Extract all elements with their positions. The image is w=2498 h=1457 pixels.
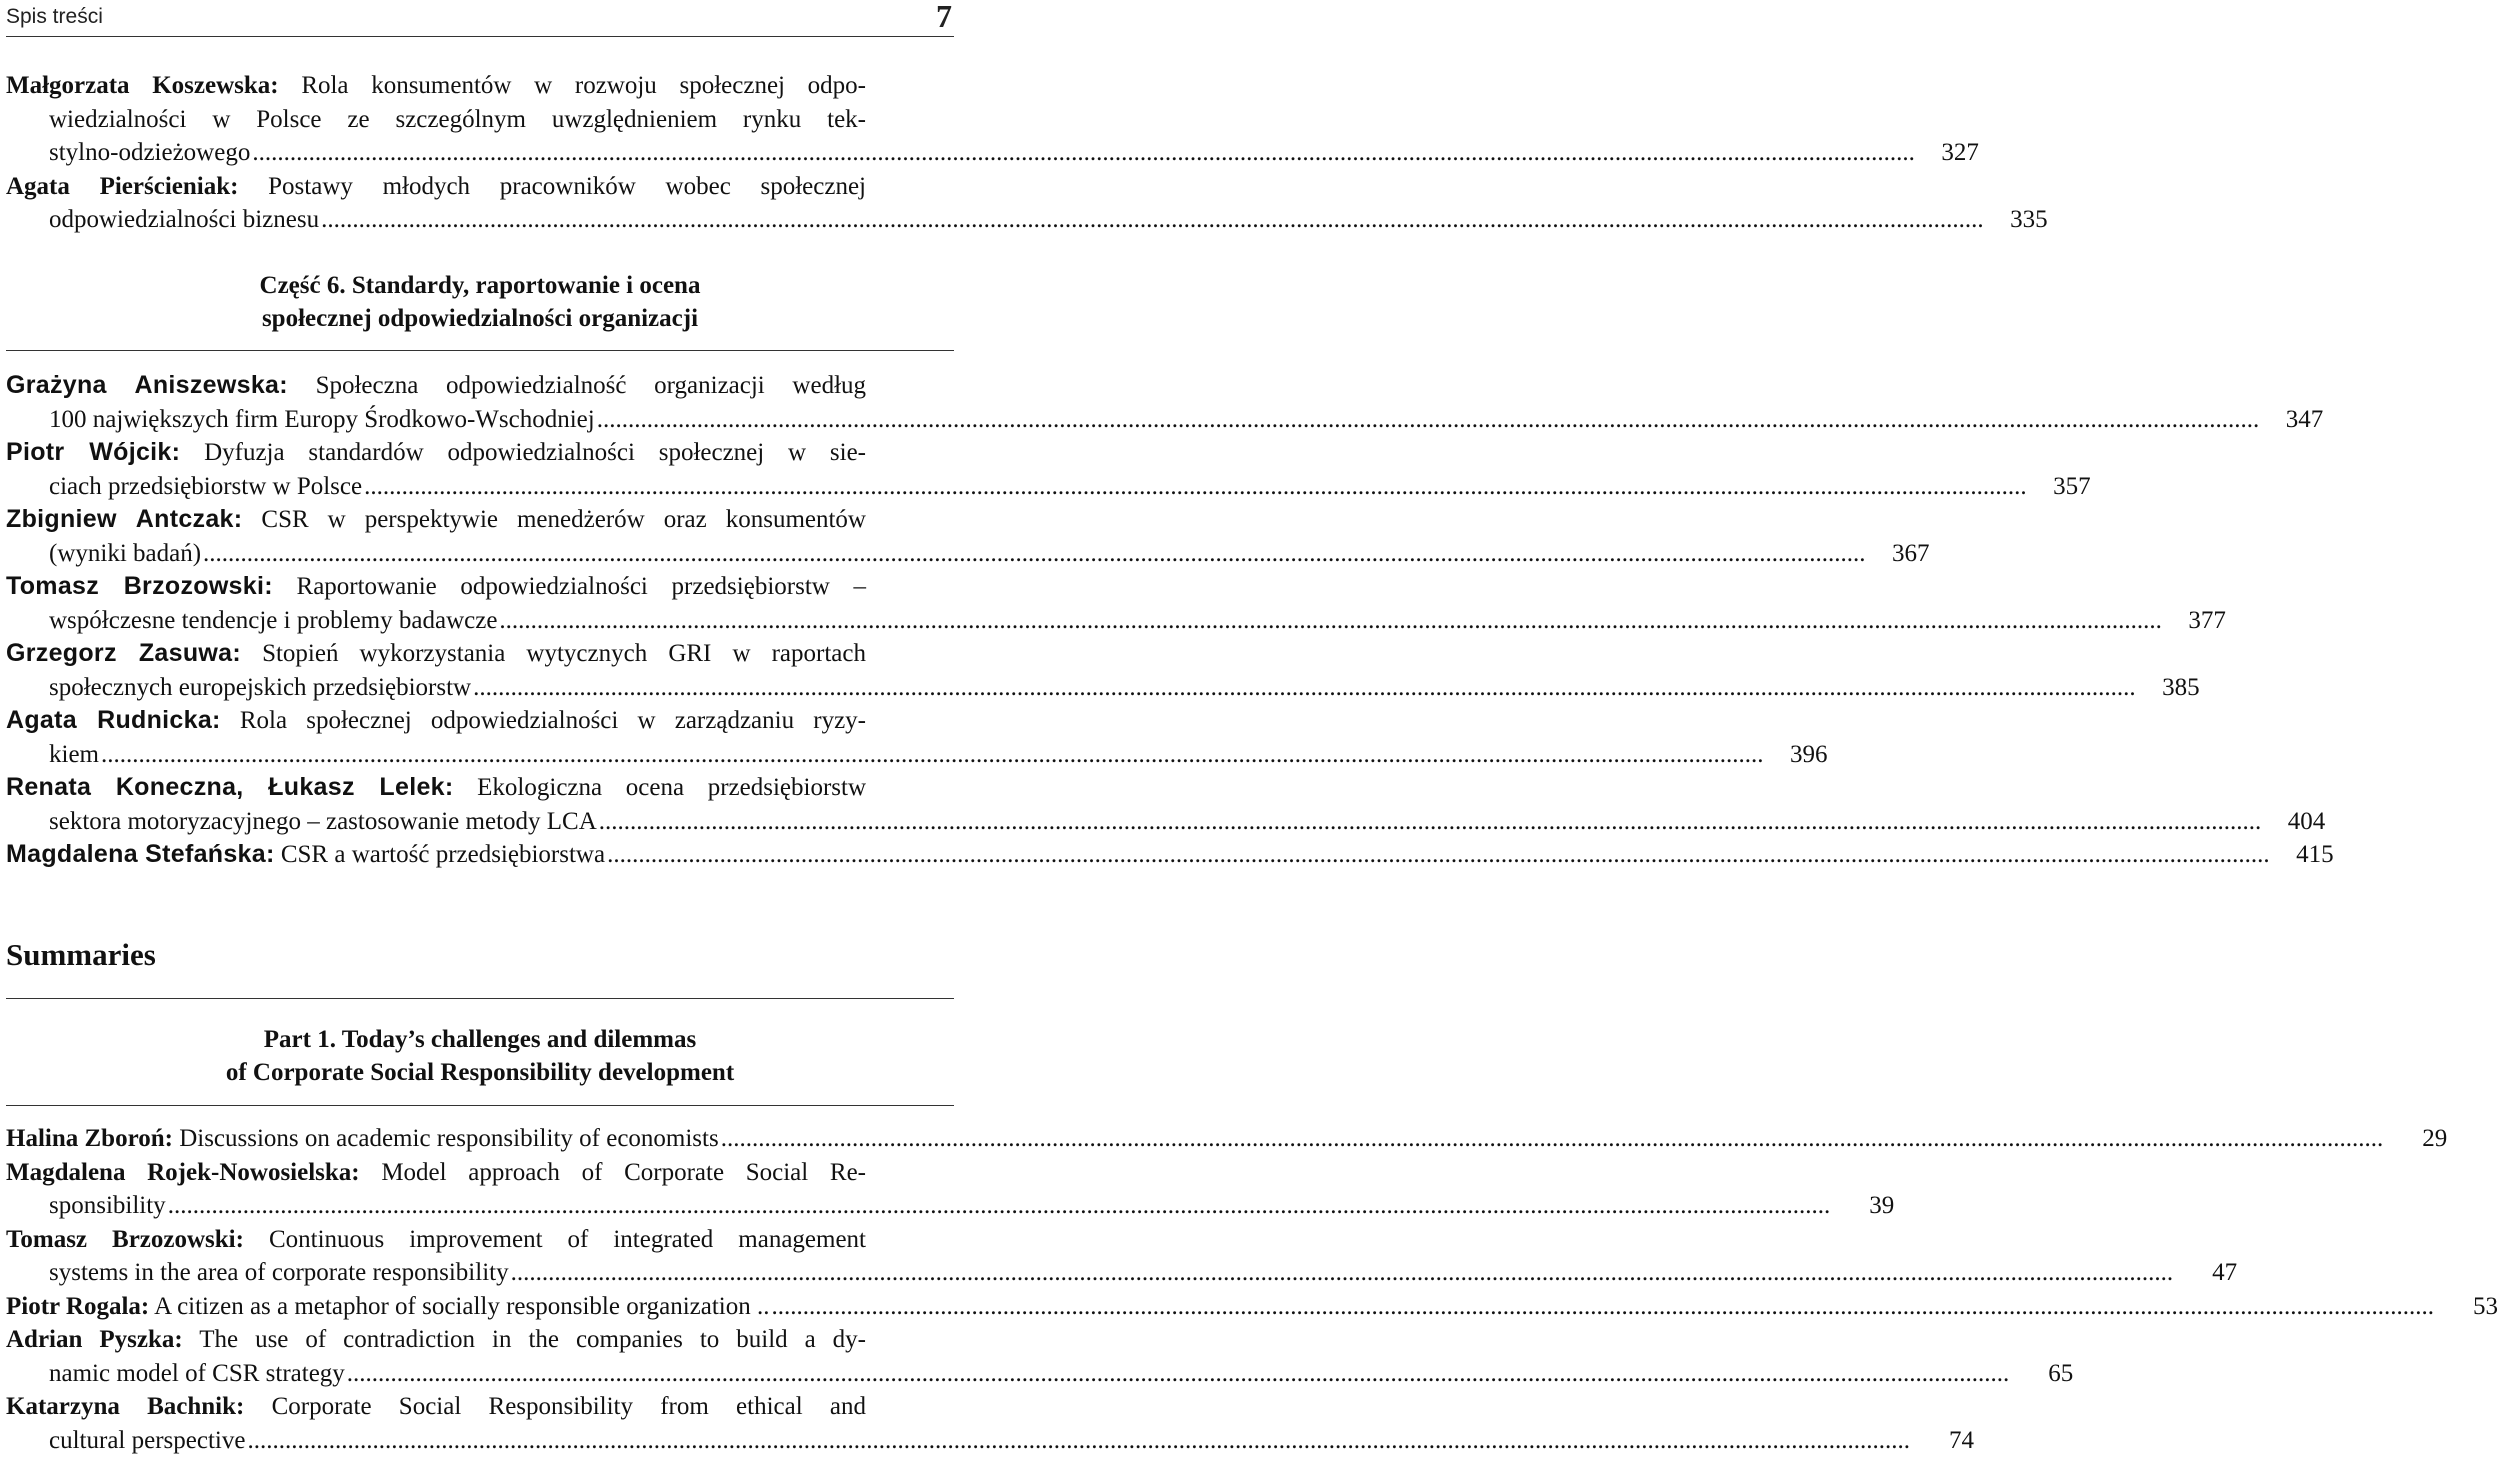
toc-entry-text — [49, 805, 597, 839]
toc-entry-title: Ekologiczna ocena przedsiębiorstw — [477, 774, 866, 801]
toc-entry-text — [49, 1256, 509, 1290]
toc-entry-author: Piotr Wójcik: — [6, 438, 180, 466]
toc-entry-author: Magdalena Rojek-Nowosielska: — [6, 1159, 360, 1186]
toc-page-number: 39 — [1834, 1189, 1894, 1223]
toc-entry-last-line — [6, 1256, 997, 1290]
divider — [6, 998, 954, 999]
toc-entry — [6, 436, 954, 503]
page-header — [6, 0, 954, 37]
toc-entry-title: Stopień wykorzystania wytycznych GRI w raportach — [262, 640, 866, 667]
toc-entry-title: odpowiedzialności biznesu — [49, 206, 319, 233]
toc-entry-line — [49, 103, 866, 137]
toc-entry-text — [49, 671, 471, 705]
toc-entry-last-line — [6, 1290, 954, 1324]
toc-entry-title: społecznych europejskich przedsiębiorstw — [49, 674, 471, 701]
toc-entry — [6, 1290, 954, 1324]
dot-leader — [607, 838, 2270, 872]
dot-leader — [597, 403, 2260, 437]
toc-entry-title: sponsibility — [49, 1192, 166, 1219]
toc-entry-title: CSR w perspektywie menedżerów oraz konsumentów — [261, 506, 866, 533]
toc-entry-text — [49, 1424, 245, 1457]
toc-entry-last-line — [6, 604, 997, 638]
toc-entry-title: Rola konsumentów w rozwoju społecznej odpo- — [301, 72, 866, 99]
toc-entry-text — [49, 136, 250, 170]
toc-page-number: 47 — [2177, 1256, 2237, 1290]
toc-page-number: 327 — [1919, 136, 1979, 170]
toc-entry-author: Zbigniew Antczak: — [6, 505, 242, 533]
part-6-heading — [0, 269, 960, 335]
toc-entry-title: kiem — [49, 741, 99, 768]
toc-entry-text — [6, 1122, 719, 1156]
toc-entry-line — [6, 503, 866, 537]
toc-entry-last-line — [6, 1122, 954, 1156]
toc-entry-title: Discussions on academic responsibility of economists — [179, 1125, 719, 1152]
toc-entry-text — [49, 403, 595, 437]
toc-entry-last-line — [6, 805, 997, 839]
toc-entry-author: Renata Koneczna, Łukasz Lelek: — [6, 773, 453, 801]
toc-entry-title: Raportowanie odpowiedzialności przedsiębiorstw – — [297, 573, 866, 600]
dot-leader — [101, 738, 1764, 772]
toc-entry-title: CSR a wartość przedsiębiorstwa — [281, 841, 605, 868]
toc-entry-last-line — [6, 1424, 997, 1457]
dot-leader — [511, 1256, 2174, 1290]
toc-entry-title: wiedzialności w Polsce ze szczególnym uwzględnieniem rynku tek- — [49, 106, 866, 133]
dot-leader — [252, 136, 1915, 170]
part-6-heading-line-2: społecznej odpowiedzialności organizacji — [0, 302, 960, 335]
toc-entry-author: Katarzyna Bachnik: — [6, 1393, 244, 1420]
toc-entry-last-line — [6, 203, 997, 237]
toc-entry-author: Grażyna Aniszewska: — [6, 371, 288, 399]
toc-entry-title: Corporate Social Responsibility from ethical and — [272, 1393, 866, 1420]
toc-entry — [6, 170, 954, 237]
toc-entry — [6, 369, 954, 436]
toc-page-number: 357 — [2031, 470, 2091, 504]
toc-entry-line — [6, 637, 866, 671]
divider — [6, 1105, 954, 1106]
toc-entry-line — [6, 704, 866, 738]
toc-entry — [6, 503, 954, 570]
toc-page-number: 396 — [1768, 738, 1828, 772]
toc-entry-title: stylno-odzieżowego — [49, 139, 250, 166]
toc-entry-author: Adrian Pyszka: — [6, 1326, 183, 1353]
toc-entry-text — [49, 470, 362, 504]
toc-entry — [6, 1122, 954, 1156]
toc-page-number: 377 — [2166, 604, 2226, 638]
toc-entry-last-line — [6, 1357, 997, 1391]
toc-entry — [6, 69, 954, 170]
dot-leader — [364, 470, 2027, 504]
toc-entry — [6, 704, 954, 771]
toc-page-number: 74 — [1914, 1424, 1974, 1457]
toc-page-number: 415 — [2274, 838, 2334, 872]
toc-entry — [6, 1390, 954, 1457]
page-number: 7 — [936, 0, 952, 35]
dot-leader — [247, 1424, 1910, 1457]
dot-leader — [599, 805, 2262, 839]
toc-entry — [6, 838, 954, 872]
toc-block-part6 — [6, 369, 954, 872]
dot-leader — [321, 203, 1984, 237]
toc-page-number: 347 — [2263, 403, 2323, 437]
toc-entry-text — [49, 1189, 166, 1223]
toc-entry-title: systems in the area of corporate responsibility — [49, 1259, 509, 1286]
toc-entry-title: The use of contradiction in the companies to build a dy- — [199, 1326, 866, 1353]
toc-entry-last-line — [6, 136, 997, 170]
toc-entry — [6, 771, 954, 838]
toc-entry-author: Agata Pierścieniak: — [6, 173, 238, 200]
toc-entry-title: Model approach of Corporate Social Re- — [381, 1159, 866, 1186]
toc-entry — [6, 637, 954, 704]
toc-page-number: 404 — [2265, 805, 2325, 839]
running-head-title: Spis treści — [6, 5, 103, 29]
toc-entry-line — [6, 1323, 866, 1357]
toc-entry-title: Continuous improvement of integrated management — [269, 1226, 866, 1253]
toc-entry-text — [6, 1290, 769, 1324]
toc-page-number: 367 — [1870, 537, 1930, 571]
summaries-heading: Summaries — [6, 937, 156, 973]
toc-entry-last-line — [6, 671, 997, 705]
toc-entry-line — [6, 170, 866, 204]
dot-leader — [203, 537, 1866, 571]
toc-entry-author: Magdalena Stefańska: — [6, 840, 275, 868]
toc-entry-title: 100 największych firm Europy Środkowo-Wschodniej — [49, 406, 595, 433]
toc-page-number: 65 — [2013, 1357, 2073, 1391]
toc-entry — [6, 1223, 954, 1290]
part-1-heading — [0, 1023, 960, 1089]
toc-page-number: 385 — [2140, 671, 2200, 705]
toc-entry-author: Tomasz Brzozowski: — [6, 1226, 244, 1253]
toc-entry-title: Dyfuzja standardów odpowiedzialności społecznej w sie- — [204, 439, 866, 466]
part-1-heading-line-1: Part 1. Today’s challenges and dilemmas — [0, 1023, 960, 1056]
part-1-heading-line-2: of Corporate Social Responsibility development — [0, 1056, 960, 1089]
toc-entry-author: Halina Zboroń: — [6, 1125, 173, 1152]
toc-entry-line — [6, 436, 866, 470]
dot-leader — [473, 671, 2136, 705]
toc-entry-author: Piotr Rogala: — [6, 1293, 149, 1320]
toc-entry — [6, 570, 954, 637]
toc-entry-author: Małgorzata Koszewska: — [6, 72, 279, 99]
toc-entry — [6, 1323, 954, 1390]
toc-entry-text — [49, 738, 99, 772]
toc-entry-line — [6, 1156, 866, 1190]
toc-entry-title: (wyniki badań) — [49, 540, 201, 567]
toc-page-number: 53 — [2438, 1290, 2498, 1324]
toc-entry-title: namic model of CSR strategy — [49, 1360, 345, 1387]
dot-leader — [771, 1290, 2434, 1324]
toc-entry-text — [49, 537, 201, 571]
toc-entry-last-line — [6, 738, 997, 772]
toc-entry-last-line — [6, 838, 954, 872]
dot-leader — [347, 1357, 2010, 1391]
toc-entry-text — [6, 838, 605, 872]
toc-entry-text — [49, 1357, 345, 1391]
divider — [6, 350, 954, 351]
toc-entry-line — [6, 771, 866, 805]
toc-entry-title: ciach przedsiębiorstw w Polsce — [49, 473, 362, 500]
dot-leader — [168, 1189, 1831, 1223]
toc-entry-line — [6, 1223, 866, 1257]
toc-entry-last-line — [6, 537, 997, 571]
toc-page-number: 335 — [1988, 203, 2048, 237]
toc-entry-line — [6, 570, 866, 604]
toc-entry-author: Tomasz Brzozowski: — [6, 572, 273, 600]
toc-entry-text — [49, 604, 497, 638]
toc-entry-title: Rola społecznej odpowiedzialności w zarządzaniu ryzy- — [240, 707, 866, 734]
toc-entry-line — [6, 1390, 866, 1424]
toc-entry — [6, 1156, 954, 1223]
toc-block-summaries-part1 — [6, 1122, 954, 1457]
toc-entry-line — [6, 369, 866, 403]
toc-entry-title: sektora motoryzacyjnego – zastosowanie metody LCA — [49, 808, 597, 835]
part-6-heading-line-1: Część 6. Standardy, raportowanie i ocena — [0, 269, 960, 302]
toc-entry-line — [6, 69, 866, 103]
dot-leader — [721, 1122, 2384, 1156]
toc-entry-title: Postawy młodych pracowników wobec społecznej — [268, 173, 866, 200]
toc-entry-title: A citizen as a metaphor of socially responsible organization .. — [154, 1293, 769, 1320]
toc-entry-author: Grzegorz Zasuwa: — [6, 639, 241, 667]
toc-entry-text — [49, 203, 319, 237]
toc-entry-title: cultural perspective — [49, 1427, 245, 1454]
toc-entry-last-line — [6, 1189, 997, 1223]
toc-page-number: 29 — [2387, 1122, 2447, 1156]
toc-block-part5-end — [6, 69, 954, 237]
toc-entry-last-line — [6, 403, 997, 437]
toc-entry-last-line — [6, 470, 997, 504]
toc-entry-author: Agata Rudnicka: — [6, 706, 221, 734]
toc-entry-title: współczesne tendencje i problemy badawcze — [49, 607, 497, 634]
toc-entry-title: Społeczna odpowiedzialność organizacji według — [316, 372, 866, 399]
dot-leader — [499, 604, 2162, 638]
